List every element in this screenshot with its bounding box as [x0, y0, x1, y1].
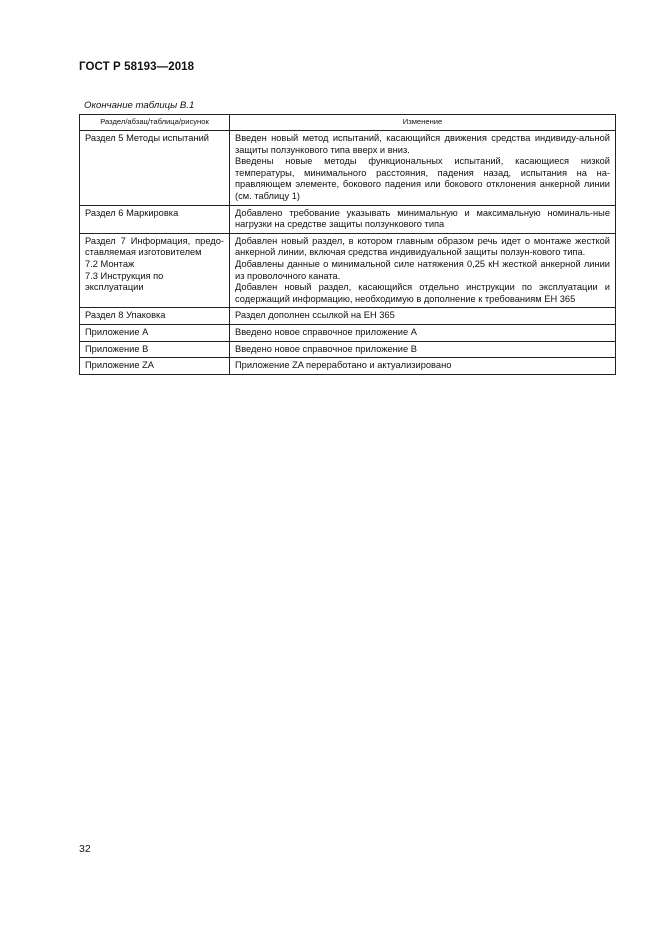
change-text: Добавлено требование указывать минимальную и максимальную номиналь-ные нагрузки на средстве защиты ползункового типа [235, 207, 610, 230]
page-number: 32 [79, 843, 91, 855]
section-cell [80, 324, 230, 341]
column-header-section: Раздел/абзац/таблица/рисунок [80, 115, 230, 131]
section-text: Приложение ZA [85, 360, 154, 371]
section-text: Приложение А [85, 326, 149, 337]
change-cell [230, 205, 616, 233]
section-cell [80, 131, 230, 206]
section-cell [80, 308, 230, 325]
table-row [80, 131, 616, 206]
table-row [80, 205, 616, 233]
table-header-row [80, 115, 616, 131]
table-row [80, 324, 616, 341]
change-text: Приложение ZA переработано и актуализировано [235, 360, 452, 371]
document-header: ГОСТ Р 58193—2018 [79, 61, 195, 73]
change-cell [230, 131, 616, 206]
change-text: Введен новый метод испытаний, касающийся движения средства индивиду-альной защиты ползункового типа вверх и вниз. [235, 133, 610, 155]
changes-table [79, 114, 616, 375]
change-cell [230, 341, 616, 358]
section-cell [80, 341, 230, 358]
column-header-change: Изменение [230, 115, 616, 131]
change-text: Добавлены данные о минимальной силе натяжения 0,25 кН жесткой анкерной линии из проволочного каната. [235, 258, 610, 281]
change-cell [230, 358, 616, 375]
change-text: Добавлен новый раздел, в котором главным образом речь идет о монтаже жесткой анкерной линии, включая средства индивидуальной защиты ползун-кового типа. [235, 235, 610, 258]
section-cell [80, 358, 230, 375]
table-row [80, 341, 616, 358]
change-cell [230, 233, 616, 308]
section-text: Раздел 5 Методы испытаний [85, 133, 209, 143]
change-cell [230, 308, 616, 325]
change-text: Введено новое справочное приложение А [235, 326, 417, 337]
change-cell [230, 324, 616, 341]
section-cell [80, 233, 230, 308]
section-text: 7.2 Монтаж [85, 258, 135, 269]
table-caption: Окончание таблицы В.1 [84, 100, 195, 111]
table-row [80, 358, 616, 375]
section-text: Приложение В [85, 343, 149, 354]
section-text: 7.3 Инструкция по эксплуатации [85, 270, 164, 293]
section-cell [80, 205, 230, 233]
section-text: Раздел 8 Упаковка [85, 310, 166, 321]
section-text: Раздел 7 Информация, предо-ставляемая изготовителем [85, 235, 224, 258]
table-row [80, 308, 616, 325]
change-text: Введено новое справочное приложение В [235, 343, 417, 354]
change-text: Добавлен новый раздел, касающийся отдельно инструкции по эксплуатации и содержащий информацию, необходимую в дополнение к требованиям ЕН 365 [235, 282, 610, 304]
change-text: Раздел дополнен ссылкой на ЕН 365 [235, 310, 395, 321]
table-row [80, 233, 616, 308]
section-text: Раздел 6 Маркировка [85, 207, 179, 218]
change-text: Введены новые методы функциональных испытаний, касающиеся низкой температуры, минимального расстояния, падения назад, испытания на на-правляющем элементе, бокового падения или бокового отклонения анкерной линии (см. таблицу 1) [235, 156, 610, 201]
